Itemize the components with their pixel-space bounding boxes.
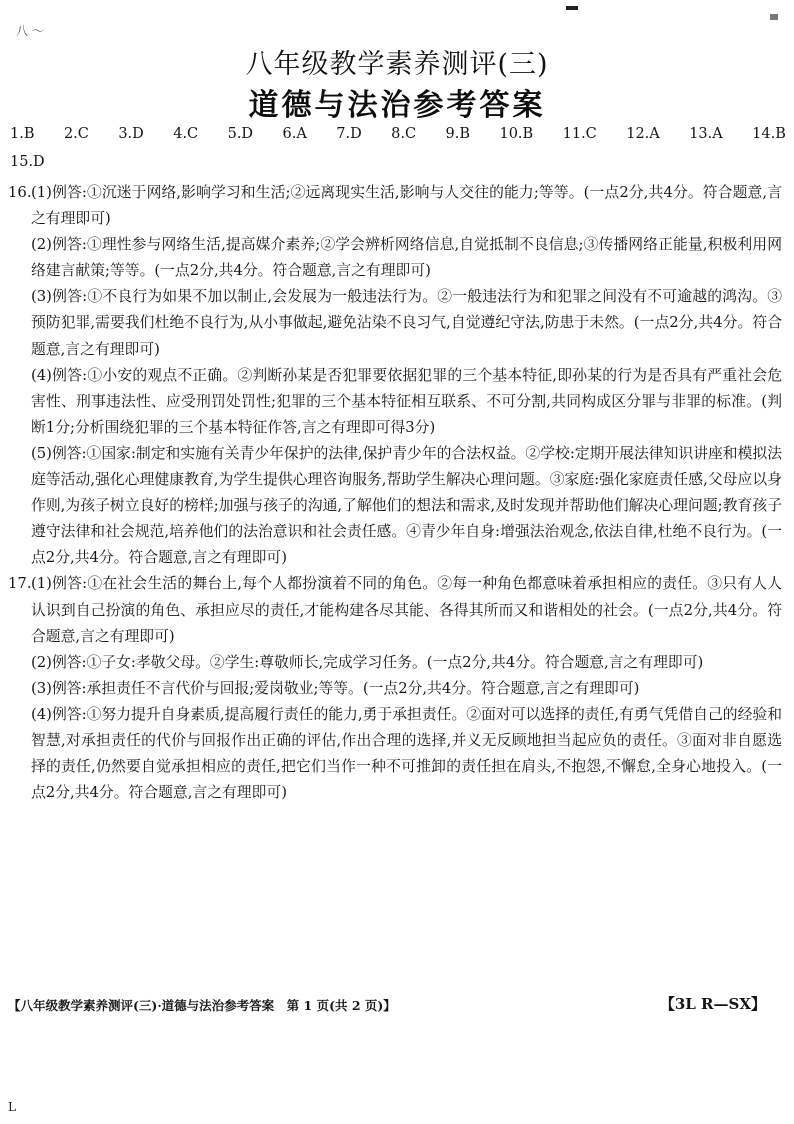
corner-mark-bottom: L bbox=[8, 1100, 16, 1114]
multiple-choice-answer: 6.A bbox=[282, 126, 307, 142]
multiple-choice-answer: 7.D bbox=[336, 126, 362, 142]
answer-paragraph: (3)例答:①不良行为如果不加以制止,会发展为一般违法行为。②一般违法行为和犯罪之间没有不可逾越的鸿沟。③预防犯罪,需要我们杜绝不良行为,从小事做起,避免沾染不良习气,自觉遵纪守法,防患于未然。(一点2分,共4分。符合题意,言之有理即可) bbox=[31, 288, 782, 358]
multiple-choice-answer: 2.C bbox=[63, 126, 89, 142]
answer-paragraph: (4)例答:①小安的观点不正确。②判断孙某是否犯罪要依据犯罪的三个基本特征,即孙某的行为是否具有严重社会危害性、刑事违法性、应受刑罚处罚性;犯罪的三个基本特征相互联系、不可分割,共同构成区分罪与非罪的标准。(判断1分;分析围绕犯罪的三个基本特征作答,言之有理即可得3分) bbox=[31, 366, 782, 436]
answer-paragraph: (1)例答:①在社会生活的舞台上,每个人都扮演着不同的角色。②每一种角色都意味着承担相应的责任。③只有人人认识到自己扮演的角色、承担应尽的责任,才能构建各尽其能、各得其所而又和谐相处的社会。(一点2分,共4分。符合题意,言之有理即可) bbox=[31, 575, 782, 645]
question-block bbox=[8, 571, 782, 806]
multiple-choice-answer: 4.C bbox=[173, 126, 199, 142]
document-title: 八年级教学素养测评(三) bbox=[245, 49, 549, 80]
multiple-choice-answer: 12.A bbox=[626, 126, 660, 142]
question-number: 17. bbox=[8, 575, 32, 593]
multiple-choice-answer: 9.B bbox=[445, 126, 471, 142]
footer-code: 【3L R—SX】 bbox=[659, 995, 766, 1013]
multiple-choice-answers bbox=[10, 126, 786, 142]
multiple-choice-answer: 13.A bbox=[689, 126, 723, 142]
scan-speck bbox=[566, 6, 578, 10]
footer-page-info: 【八年级教学素养测评(三)·道德与法治参考答案 第 1 页(共 2 页)】 bbox=[8, 998, 396, 1013]
question-number: 16. bbox=[8, 184, 32, 201]
multiple-choice-answer: 14.B bbox=[752, 126, 786, 142]
answer-paragraph: (2)例答:①子女:孝敬父母。②学生:尊敬师长,完成学习任务。(一点2分,共4分。符合题意,言之有理即可) bbox=[31, 653, 704, 671]
document-subtitle: 道德与法治参考答案 bbox=[248, 88, 546, 123]
answer-paragraph: (3)例答:承担责任不言代价与回报;爱岗敬业;等等。(一点2分,共4分。符合题意,言之有理即可) bbox=[31, 679, 640, 697]
multiple-choice-answer: 5.D bbox=[227, 126, 254, 142]
multiple-choice-answer: 1.B bbox=[10, 126, 35, 142]
answer-paragraph: (4)例答:①努力提升自身素质,提高履行责任的能力,勇于承担责任。②面对可以选择的责任,有勇气凭借自己的经验和智慧,对承担责任的代价与回报作出正确的评估,作出合理的选择,并义无反顾地担当起应负的责任。③面对非自愿选择的责任,仍然要自觉承担相应的责任,把它们当作一种不可推卸的责任担在肩头,不抱怨,不懈怠,全身心地投入。(一点2分,共4分。符合题意,言之有理即可) bbox=[31, 705, 782, 802]
multiple-choice-answer: 10.B bbox=[499, 126, 534, 142]
multiple-choice-answer: 3.D bbox=[118, 126, 144, 142]
multiple-choice-answer: 8.C bbox=[391, 126, 417, 142]
written-answers bbox=[8, 180, 782, 806]
answer-paragraph: (2)例答:①理性参与网络生活,提高媒介素养;②学会辨析网络信息,自觉抵制不良信息;③传播网络正能量,积极利用网络建言献策;等等。(一点2分,共4分。符合题意,言之有理即可) bbox=[31, 236, 782, 280]
multiple-choice-answer: 15.D bbox=[10, 154, 45, 170]
question-block bbox=[8, 180, 782, 571]
answer-paragraph: (1)例答:①沉迷于网络,影响学习和生活;②远离现实生活,影响与人交往的能力;等等。(一点2分,共4分。符合题意,言之有理即可) bbox=[31, 184, 782, 228]
corner-mark-top: 八 ～ bbox=[16, 24, 44, 38]
scan-speck bbox=[770, 14, 778, 20]
answer-paragraph: (5)例答:①国家:制定和实施有关青少年保护的法律,保护青少年的合法权益。②学校:定期开展法律知识讲座和模拟法庭等活动,强化心理健康教育,为学生提供心理咨询服务,帮助学生解决心理问题。③家庭:强化家庭责任感,父母应以身作则,为孩子树立良好的榜样;加强与孩子的沟通,了解他们的想法和需求,及时发现并帮助他们解决心理问题;教育孩子遵守法律和社会规范,培养他们的法治意识和社会责任感。④青少年自身:增强法治观念,依法自律,杜绝不良行为。(一点2分,共4分。符合题意,言之有理即可) bbox=[31, 444, 782, 567]
multiple-choice-answer: 11.C bbox=[562, 126, 597, 142]
